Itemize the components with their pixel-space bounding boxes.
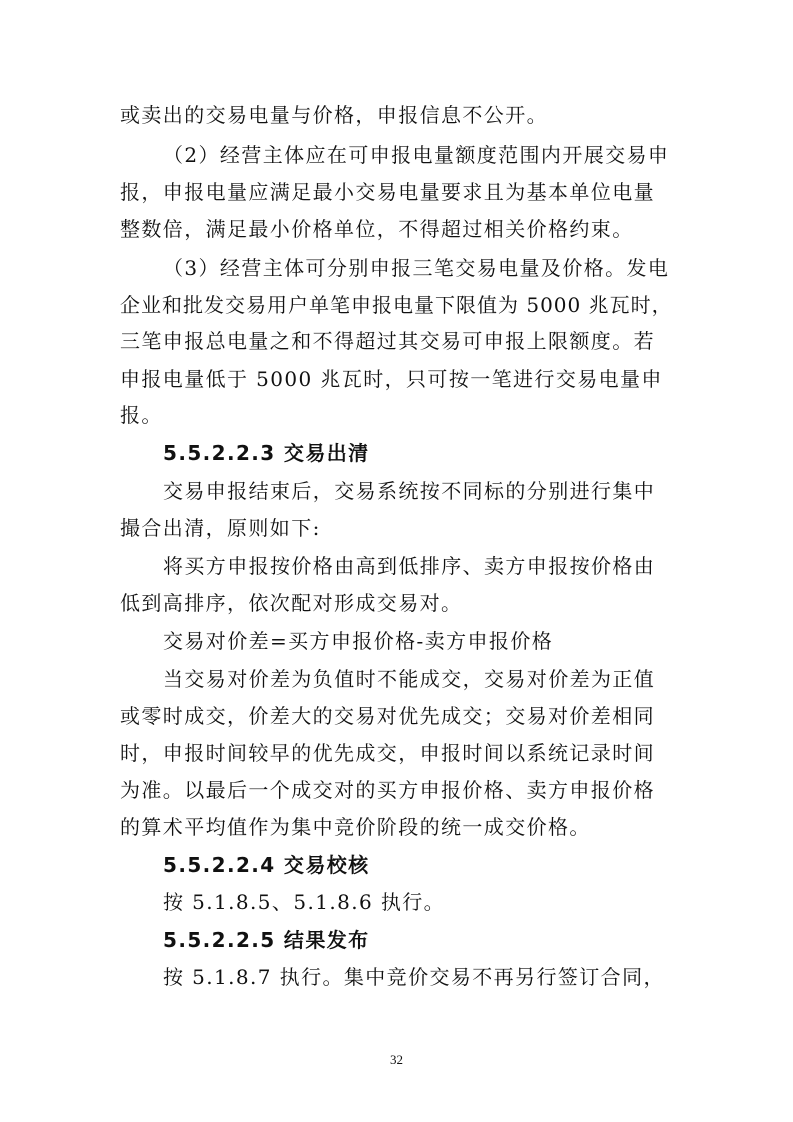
formula-line: 交易对价差=买方申报价格-卖方申报价格 <box>163 629 554 653</box>
section-heading: 5.5.2.2.3 交易出清 <box>163 441 370 465</box>
text-line: 三笔申报总电量之和不得超过其交易可申报上限额度。若 <box>120 329 655 353</box>
text-line: 报，申报电量应满足最小交易电量要求且为基本单位电量 <box>120 180 655 204</box>
text-line: 报。 <box>120 403 163 427</box>
text-line: 低到高排序，依次配对形成交易对。 <box>120 591 463 615</box>
section-heading: 5.5.2.2.4 交易校核 <box>163 853 370 877</box>
text-line: （2）经营主体应在可申报电量额度范围内开展交易申 <box>163 143 670 167</box>
text-line: 时，申报时间较早的优先成交，申报时间以系统记录时间 <box>120 741 655 765</box>
text-line: 为准。以最后一个成交对的买方申报价格、卖方申报价格 <box>120 778 655 802</box>
page-number: 32 <box>390 1052 403 1067</box>
text-line: 或零时成交，价差大的交易对优先成交；交易对价差相同 <box>120 704 655 728</box>
text-line: 或卖出的交易电量与价格，申报信息不公开。 <box>120 103 548 127</box>
text-line: 申报电量低于 5000 兆瓦时，只可按一笔进行交易电量申 <box>120 367 663 391</box>
text-line: 按 5.1.8.7 执行。集中竞价交易不再另行签订合同， <box>163 965 665 989</box>
text-line: 企业和批发交易用户单笔申报电量下限值为 5000 兆瓦时， <box>120 293 673 317</box>
text-line: 将买方申报按价格由高到低排序、卖方申报按价格由 <box>163 554 656 578</box>
text-line: 撮合出清，原则如下: <box>120 516 321 540</box>
text-line: 当交易对价差为负值时不能成交，交易对价差为正值 <box>163 667 656 691</box>
text-line: （3）经营主体可分别申报三笔交易电量及价格。发电 <box>163 256 670 280</box>
text-line: 交易申报结束后，交易系统按不同标的分别进行集中 <box>163 479 656 503</box>
text-line: 整数倍，满足最小价格单位，不得超过相关价格约束。 <box>120 217 634 241</box>
text-line: 的算术平均值作为集中竞价阶段的统一成交价格。 <box>120 815 591 839</box>
section-heading: 5.5.2.2.5 结果发布 <box>163 928 370 952</box>
text-line: 按 5.1.8.5、5.1.8.6 执行。 <box>163 890 446 914</box>
